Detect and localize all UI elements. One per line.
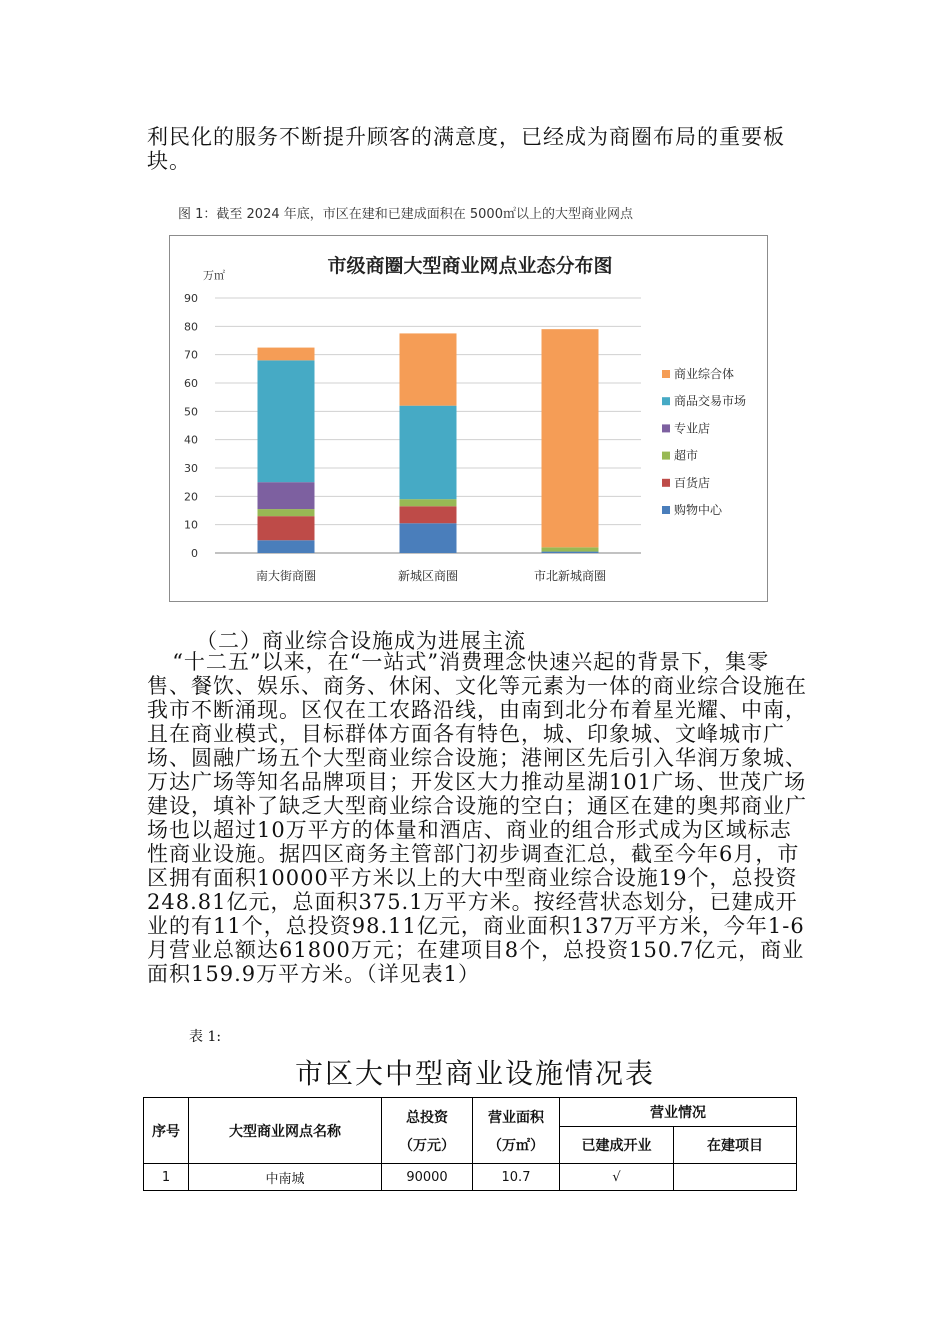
- bar-segment: [542, 329, 599, 547]
- legend-label: 超市: [674, 448, 699, 463]
- header-investment: [382, 1098, 473, 1164]
- legend-label: 商业综合体: [674, 367, 735, 381]
- legend-swatch: [662, 479, 670, 487]
- legend-swatch: [662, 506, 670, 514]
- legend-label: 购物中心: [674, 503, 723, 517]
- y-tick-label: 50: [184, 405, 198, 419]
- chart-frame: [169, 235, 768, 602]
- y-tick-label: 60: [184, 377, 198, 390]
- y-tick-label: 30: [184, 462, 198, 475]
- bar-segment: [542, 547, 599, 551]
- header-status: 营业情况: [560, 1098, 797, 1127]
- stacked-bar-chart: [170, 236, 769, 603]
- cell-opened: √: [560, 1164, 674, 1191]
- legend-label: 商品交易市场: [674, 394, 747, 409]
- x-labels-layer: [256, 568, 606, 583]
- bar-segment: [400, 406, 457, 500]
- bar-segment: [400, 499, 457, 506]
- cell-investment: 90000: [382, 1164, 473, 1191]
- header-building: 在建项目: [674, 1127, 797, 1164]
- facility-table: [143, 1097, 797, 1191]
- x-tick-label: 南大街商圈: [255, 569, 317, 583]
- y-tick-label: 40: [184, 433, 198, 447]
- legend-swatch: [662, 424, 670, 432]
- header-investment-unit: （万元）: [399, 1137, 455, 1154]
- legend-swatch: [662, 452, 670, 460]
- y-tick-label: 10: [184, 518, 198, 532]
- cell-building: [674, 1164, 797, 1191]
- bar-segment: [258, 540, 315, 553]
- header-name: 大型商业网点名称: [189, 1098, 382, 1164]
- table-label: 表 1:: [189, 1029, 222, 1045]
- table-row: [144, 1164, 797, 1191]
- intro-paragraph: 利民化的服务不断提升顾客的满意度，已经成为商圈布局的重要板块。: [147, 125, 785, 173]
- header-seq: 序号: [144, 1098, 189, 1164]
- cell-name: 中南城: [189, 1164, 382, 1191]
- header-area: [473, 1098, 560, 1164]
- y-tick-label: 20: [184, 490, 198, 504]
- bar-segment: [400, 523, 457, 553]
- chart-title: 市级商圈大型商业网点业态分布图: [327, 255, 613, 277]
- bar-segment: [258, 348, 315, 361]
- bar-segment: [258, 516, 315, 540]
- y-tick-label: 0: [191, 547, 198, 560]
- y-tick-label: 70: [184, 348, 198, 362]
- y-axis-unit: 万㎡: [203, 269, 225, 282]
- legend-label: 百货店: [674, 475, 711, 490]
- legend-swatch: [662, 397, 670, 405]
- header-investment-label: 总投资: [406, 1109, 448, 1126]
- cell-seq: 1: [144, 1164, 189, 1191]
- x-tick-label: 新城区商圈: [397, 569, 459, 583]
- bar-segment: [258, 482, 315, 509]
- table-title: 市区大中型商业设施情况表: [294, 1057, 655, 1090]
- x-tick-label: 市北新城商圈: [533, 569, 607, 583]
- legend: [662, 366, 746, 517]
- bars-layer: [258, 329, 599, 553]
- y-tick-label: 90: [184, 292, 198, 305]
- cell-area: 10.7: [473, 1164, 560, 1191]
- header-opened: 已建成开业: [560, 1127, 674, 1164]
- bar-segment: [258, 360, 315, 482]
- bar-segment: [400, 506, 457, 523]
- bar-segment: [400, 333, 457, 405]
- header-area-unit: （万㎡）: [488, 1137, 544, 1154]
- header-area-label: 营业面积: [488, 1109, 544, 1126]
- section-heading: （二）商业综合设施成为进展主流: [196, 629, 526, 653]
- legend-label: 专业店: [674, 421, 711, 436]
- legend-swatch: [662, 370, 670, 378]
- bar-segment: [542, 552, 599, 553]
- figure-caption: 图 1：截至 2024 年底，市区在建和已建成面积在 5000㎡以上的大型商业网点: [178, 207, 633, 222]
- bar-segment: [258, 509, 315, 516]
- y-tick-label: 80: [184, 320, 198, 334]
- body-paragraph: “十二五”以来，在“一站式”消费理念快速兴起的背景下，集零售、餐饮、娱乐、商务、休闲、文化等元素为一体的商业综合设施在我市不断涌现。区仅在工农路沿线，由南到北分布着星光耀、中南，且在商业模式，目标群体方面各有特色，城、印象城、文峰城市广场、圆融广场五个大型商业综合设施；港闸区先后引入华润万象城、万达广场等知名品牌项目；开发区大力推动星湖101广场、世茂广场建设，填补了缺乏大型商业综合设施的空白；通区在建的奥邦商业广场也以超过10万平方的体量和酒店、商业的组合形式成为区域标志性商业设施。据四区商务主管部门初步调查汇总，截至今年6月，市区拥有面积10000平方米以上的大中型商业综合设施19个，总投资248.81亿元，总面积375.1万平方米。按经营状态划分，已建成开业的有11个，总投资98.11亿元，商业面积137万平方米，今年1-6月营业总额达61800万元；在建项目8个，总投资150.7亿元，商业面积159.9万平方米。（详见表1）: [147, 650, 807, 986]
